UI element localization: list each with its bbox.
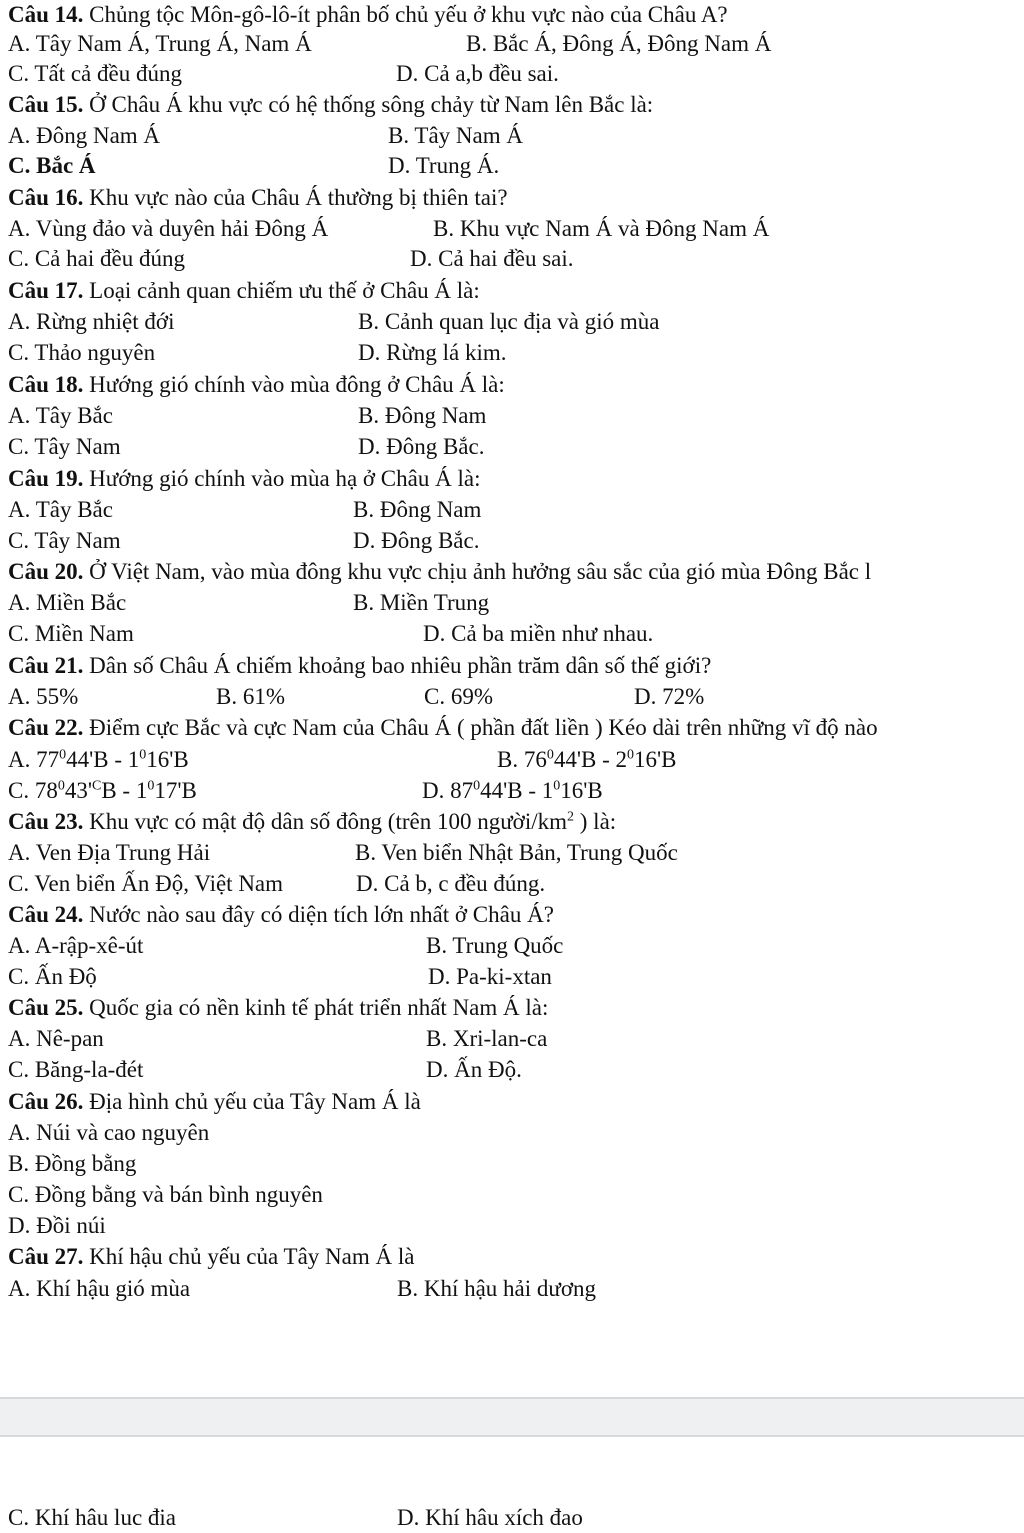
option-c: C. Khí hâu luc đia — [8, 1505, 176, 1530]
option-b: B. Đồng bằng — [8, 1151, 137, 1176]
option-d: D. $87^044'B - 1^016'B$ — [422, 778, 603, 803]
question-text: Loại cảnh quan chiếm ưu thế ở Châu Á là: — [83, 278, 480, 303]
option-c: C. Tây Nam — [8, 528, 121, 553]
option-d: D. Đông Bắc. — [353, 528, 480, 553]
question-17 — [8, 276, 480, 306]
question-text: Khu vực có mật độ dân số đông (trên 100 người/$km^2$ ) là: — [83, 809, 617, 834]
option-d: D. Cả a,b đều sai. — [396, 61, 559, 86]
options-row — [0, 588, 1024, 618]
options-row — [0, 838, 1024, 868]
options-row — [0, 29, 1024, 59]
options-row — [0, 745, 1024, 775]
options-row — [0, 401, 1024, 431]
question-text: Quốc gia có nền kinh tế phát triển nhất Nam Á là: — [83, 995, 549, 1020]
question-16 — [8, 183, 508, 213]
options-row — [0, 962, 1024, 992]
option-c: C. Bắc Á — [8, 153, 96, 178]
option-b: B. 61% — [216, 684, 285, 709]
option-a: A. Rừng nhiệt đới — [8, 309, 175, 334]
question-number: Câu 21. — [8, 653, 84, 678]
question-text: Khí hậu chủ yếu của Tây Nam Á là — [83, 1244, 415, 1269]
option-b: B. Tây Nam Á — [388, 123, 524, 148]
option-d: D. Đông Bắc. — [358, 434, 485, 459]
options-row — [0, 214, 1024, 244]
option-b: B. Trung Quốc — [426, 933, 564, 958]
option-c: C. $78^043'^CB - 1^017'B$ — [8, 778, 197, 803]
option-d: D. Khí hâu xích đao — [397, 1505, 583, 1530]
option-b: B. Ven biển Nhật Bản, Trung Quốc — [355, 840, 678, 865]
options-row — [0, 1503, 1024, 1533]
question-27 — [8, 1242, 414, 1272]
options-row — [0, 931, 1024, 961]
options-row — [0, 1118, 1024, 1148]
question-number: Câu 15. — [8, 92, 84, 117]
option-c: C. Ven biển Ấn Độ, Việt Nam — [8, 871, 284, 896]
question-number: Câu 19. — [8, 466, 84, 491]
question-15 — [8, 90, 653, 120]
option-b: B. $76^044'B - 2^016'B$ — [497, 747, 677, 772]
question-text: Khu vực nào của Châu Á thường bị thiên tai? — [83, 185, 508, 210]
option-c: C. Đồng bằng và bán bình nguyên — [8, 1182, 323, 1207]
options-row — [0, 776, 1024, 806]
option-a: A. Tây Nam Á, Trung Á, Nam Á — [8, 31, 312, 56]
option-c: C. Băng-la-đét — [8, 1057, 144, 1082]
option-b: B. Khu vực Nam Á và Đông Nam Á — [433, 216, 770, 241]
options-row — [0, 151, 1024, 181]
option-c: C. Ấn Độ — [8, 964, 97, 989]
question-14 — [8, 0, 728, 30]
question-text: Chủng tộc Môn-gô-lô-ít phân bố chủ yếu ở khu vực nào của Châu A? — [83, 2, 728, 27]
question-text: Hướng gió chính vào mùa đông ở Châu Á là: — [83, 372, 505, 397]
question-21 — [8, 651, 711, 681]
question-23 — [8, 807, 616, 837]
options-row — [0, 244, 1024, 274]
option-d: D. Ấn Độ. — [426, 1057, 522, 1082]
question-text: Dân số Châu Á chiếm khoảng bao nhiêu phần trăm dân số thế giới? — [83, 653, 712, 678]
option-c: C. Cả hai đều đúng — [8, 246, 185, 271]
options-row — [0, 59, 1024, 89]
option-d: D. Rừng lá kim. — [358, 340, 507, 365]
question-text: Nước nào sau đây có diện tích lớn nhất ở Châu Á? — [83, 902, 554, 927]
question-number: Câu 17. — [8, 278, 84, 303]
question-22 — [8, 713, 878, 743]
question-number: Câu 16. — [8, 185, 84, 210]
option-a: A. 55% — [8, 684, 79, 709]
options-row — [0, 619, 1024, 649]
option-a: A. Đông Nam Á — [8, 123, 161, 148]
option-a: A. Tây Bắc — [8, 403, 113, 428]
option-c: C. 69% — [424, 684, 493, 709]
question-number: Câu 23. — [8, 809, 84, 834]
option-d: D. Pa-ki-xtan — [428, 964, 552, 989]
question-number: Câu 27. — [8, 1244, 84, 1269]
option-d: D. Trung Á. — [388, 153, 500, 178]
option-c: C. Miền Nam — [8, 621, 134, 646]
option-c: C. Thảo nguyên — [8, 340, 156, 365]
options-row — [0, 1149, 1024, 1179]
options-row — [0, 1024, 1024, 1054]
question-number: Câu 14. — [8, 2, 84, 27]
question-number: Câu 20. — [8, 559, 84, 584]
options-row — [0, 869, 1024, 899]
option-b: B. Bắc Á, Đông Á, Đông Nam Á — [466, 31, 772, 56]
option-d: D. Cả ba miền như nhau. — [423, 621, 654, 646]
option-b: B. Đông Nam — [353, 497, 482, 522]
question-text: Ở Việt Nam, vào mùa đông khu vực chịu ảnh hưởng sâu sắc của gió mùa Đông Bắc l — [83, 559, 872, 584]
option-a: A. Nê-pan — [8, 1026, 104, 1051]
options-row — [0, 1055, 1024, 1085]
options-row — [0, 307, 1024, 337]
question-number: Câu 22. — [8, 715, 84, 740]
question-number: Câu 25. — [8, 995, 84, 1020]
question-number: Câu 26. — [8, 1089, 84, 1114]
option-d: D. Cả b, c đều đúng. — [356, 871, 546, 896]
question-number: Câu 18. — [8, 372, 84, 397]
question-text: Điểm cực Bắc và cực Nam của Châu Á ( phần đất liền ) Kéo dài trên những vĩ độ nào — [83, 715, 878, 740]
options-row — [0, 682, 1024, 712]
options-row — [0, 432, 1024, 462]
question-24 — [8, 900, 554, 930]
question-25 — [8, 993, 548, 1023]
options-row — [0, 526, 1024, 556]
options-row — [0, 1274, 1024, 1304]
question-number: Câu 24. — [8, 902, 84, 927]
option-b: B. Đông Nam — [358, 403, 487, 428]
option-c: C. Tất cả đều đúng — [8, 61, 182, 86]
option-a: A. Núi và cao nguyên — [8, 1120, 210, 1145]
option-a: A. $77^044'B - 1^016'B$ — [8, 747, 189, 772]
question-20 — [8, 557, 871, 587]
page-break-band — [0, 1397, 1024, 1437]
question-26 — [8, 1087, 421, 1117]
option-a: A. A-rập-xê-út — [8, 933, 144, 958]
options-row — [0, 1211, 1024, 1241]
option-a: A. Miền Bắc — [8, 590, 127, 615]
options-row — [0, 495, 1024, 525]
question-19 — [8, 464, 480, 494]
options-row — [0, 338, 1024, 368]
question-text: Ở Châu Á khu vực có hệ thống sông chảy từ Nam lên Bắc là: — [83, 92, 654, 117]
option-c: C. Tây Nam — [8, 434, 121, 459]
option-a: A. Tây Bắc — [8, 497, 113, 522]
option-d: D. Đồi núi — [8, 1213, 106, 1238]
option-a: A. Khí hậu gió mùa — [8, 1276, 191, 1301]
option-b: B. Xri-lan-ca — [426, 1026, 548, 1051]
question-18 — [8, 370, 505, 400]
options-row — [0, 121, 1024, 151]
option-b: B. Khí hậu hải dương — [397, 1276, 597, 1301]
option-d: D. Cả hai đều sai. — [410, 246, 574, 271]
options-row — [0, 1180, 1024, 1210]
option-b: B. Cảnh quan lục địa và gió mùa — [358, 309, 660, 334]
option-a: A. Ven Địa Trung Hải — [8, 840, 211, 865]
question-text: Địa hình chủ yếu của Tây Nam Á là — [83, 1089, 421, 1114]
question-text: Hướng gió chính vào mùa hạ ở Châu Á là: — [83, 466, 481, 491]
option-a: A. Vùng đảo và duyên hải Đông Á — [8, 216, 329, 241]
option-d: D. 72% — [634, 684, 705, 709]
option-b: B. Miền Trung — [353, 590, 490, 615]
